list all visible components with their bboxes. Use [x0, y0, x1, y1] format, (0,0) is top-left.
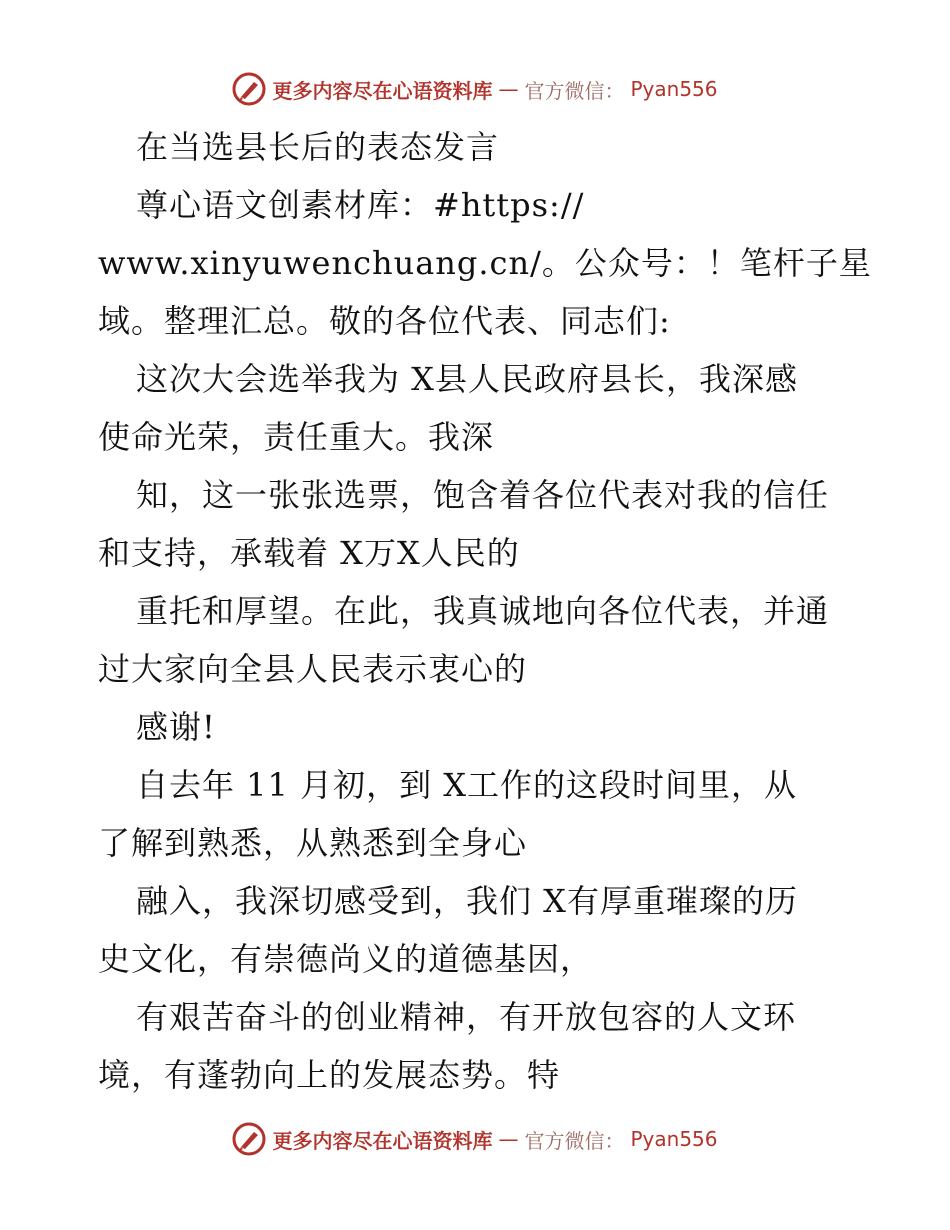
text-line: 史文化，有崇德尚义的道德基因， [98, 940, 594, 978]
text-line: 境，有蓬勃向上的发展态势。特 [98, 1056, 561, 1094]
text-line: 感谢! [136, 708, 216, 746]
header-banner [0, 72, 950, 106]
text-line: 和支持，承载着 X万X人民的 [98, 534, 520, 572]
document-body [98, 118, 872, 1104]
banner-official-label: 官方微信： [524, 1128, 625, 1153]
text-line: 知，这一张张选票，饱含着各位代表对我的信任 [136, 476, 830, 514]
text-line: 自去年 11 月初，到 X工作的这段时间里，从 [136, 766, 798, 804]
banner-text: 更多内容尽在心语资料库 [272, 78, 493, 103]
text-line: www.xinyuwenchuang.cn/。公众号：！笔杆子星 [98, 244, 872, 282]
text-line: 在当选县长后的表态发言 [136, 128, 500, 166]
banner-separator: — [498, 77, 519, 101]
banner-separator: — [498, 1127, 519, 1151]
text-line: 尊心语文创素材库：#https:// [136, 186, 585, 224]
footer-banner [0, 1122, 950, 1156]
text-line: 融入，我深切感受到，我们 X有厚重璀璨的历 [136, 882, 798, 920]
text-line: 了解到熟悉，从熟悉到全身心 [98, 824, 528, 862]
pen-logo-icon [232, 72, 266, 106]
text-line: 使命光荣，责任重大。我深 [98, 418, 495, 456]
text-line: 域。整理汇总。敬的各位代表、同志们: [98, 302, 671, 340]
banner-text: 更多内容尽在心语资料库 [272, 1128, 493, 1153]
text-line: 过大家向全县人民表示衷心的 [98, 650, 528, 688]
text-line: 有艰苦奋斗的创业精神，有开放包容的人文环 [136, 998, 797, 1036]
text-line: 这次大会选举我为 X县人民政府县长，我深感 [136, 360, 798, 398]
banner-wechat-id: Pyan556 [630, 77, 718, 101]
banner-wechat-id: Pyan556 [630, 1127, 718, 1151]
banner-official-label: 官方微信： [524, 78, 625, 103]
pen-logo-icon [232, 1122, 266, 1156]
text-line: 重托和厚望。在此，我真诚地向各位代表，并通 [136, 592, 830, 630]
